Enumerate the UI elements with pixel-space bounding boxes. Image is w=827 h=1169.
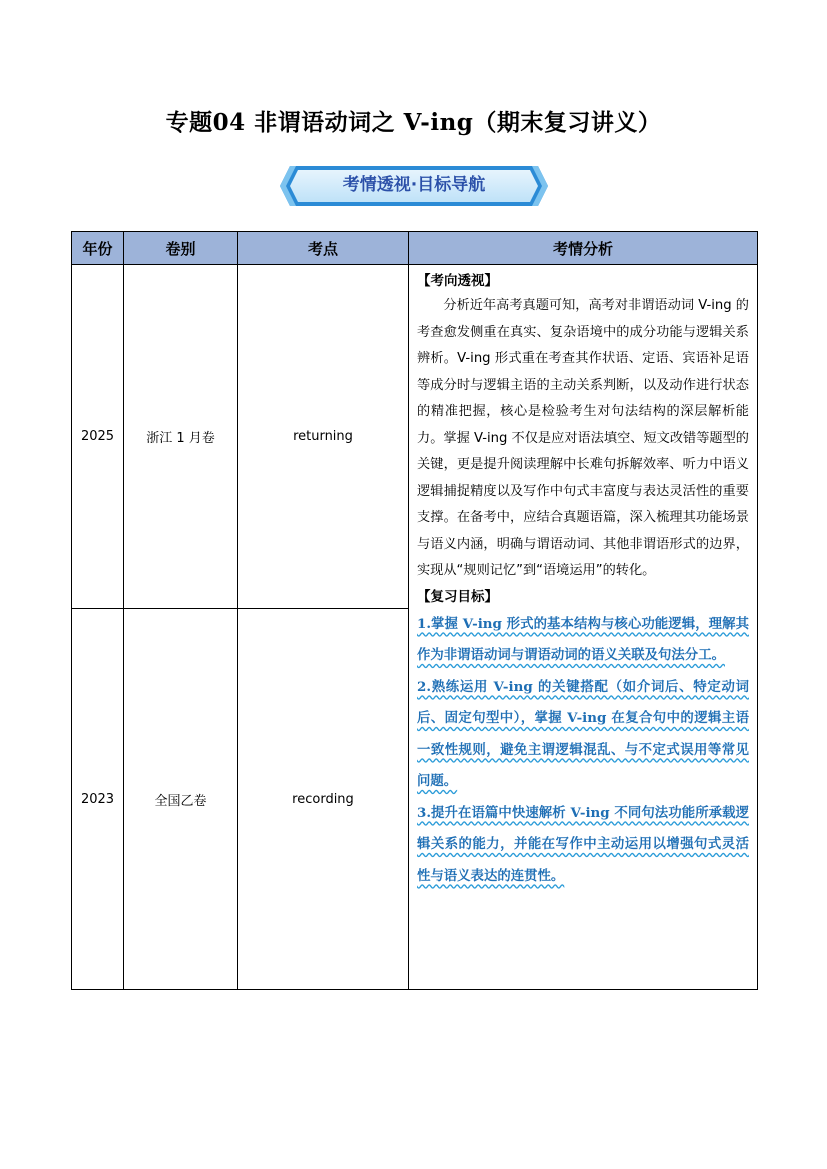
page-title: 专题04 非谓语动词之 V-ing（期末复习讲义） [165,109,662,136]
year-cell: 2023 [72,609,124,990]
paper-cell: 全国乙卷 [124,609,238,990]
banner-text: 考情透视·目标导航 [342,175,486,195]
header-analysis: 考情分析 [409,232,758,265]
trend-heading: 【考向透视】 [417,273,498,289]
goal-item: 3.提升在语篇中快速解析 V-ing 不同句法功能所承载逻辑关系的能力，并能在写作中主动运用以增强句式灵活性与语义表达的连贯性。 [417,804,749,884]
section-banner [276,162,552,210]
point-cell: returning [238,265,409,609]
goals-heading: 【复习目标】 [417,588,498,605]
table-row [72,265,758,609]
analysis-cell [409,265,758,990]
table-header-row [72,232,758,265]
year-cell: 2025 [72,265,124,609]
point-cell: recording [238,609,409,990]
paper-cell: 浙江 1 月卷 [124,265,238,609]
exam-analysis-table [71,231,758,990]
goal-item: 1.掌握 V-ing 形式的基本结构与核心功能逻辑，理解其作为非谓语动词与谓语动词的语义关联及句法分工。 [417,615,749,663]
header-year: 年份 [72,232,124,265]
goal-item: 2.熟练运用 V-ing 的关键搭配（如介词后、特定动词后、固定句型中），掌握 V-ing 在复合句中的逻辑主语一致性规则，避免主谓逻辑混乱、与不定式误用等常见问题。 [417,678,749,789]
header-point: 考点 [238,232,409,265]
trend-paragraph: 分析近年高考真题可知，高考对非谓语动词 V-ing 的考查愈发侧重在真实、复杂语境中的成分功能与逻辑关系辨析。V-ing 形式重在考查其作状语、定语、宾语补足语等成分时与逻辑主语的主动关系判断，以及动作进行状态的精准把握，核心是检验考生对句法结构的深层解析能力。掌握 V-ing 不仅是应对语法填空、短文改错等题型的关键，更是提升阅读理解中长难句拆解效率、听力中语义逻辑捕捉精度以及写作中句式丰富度与表达灵活性的重要支撑。在备考中，应结合真题语篇，深入梳理其功能场景与语义内涵，明确与谓语动词、其他非谓语形式的边界，实现从“规则记忆”到“语境运用”的转化。 [417,298,749,578]
header-paper: 卷别 [124,232,238,265]
